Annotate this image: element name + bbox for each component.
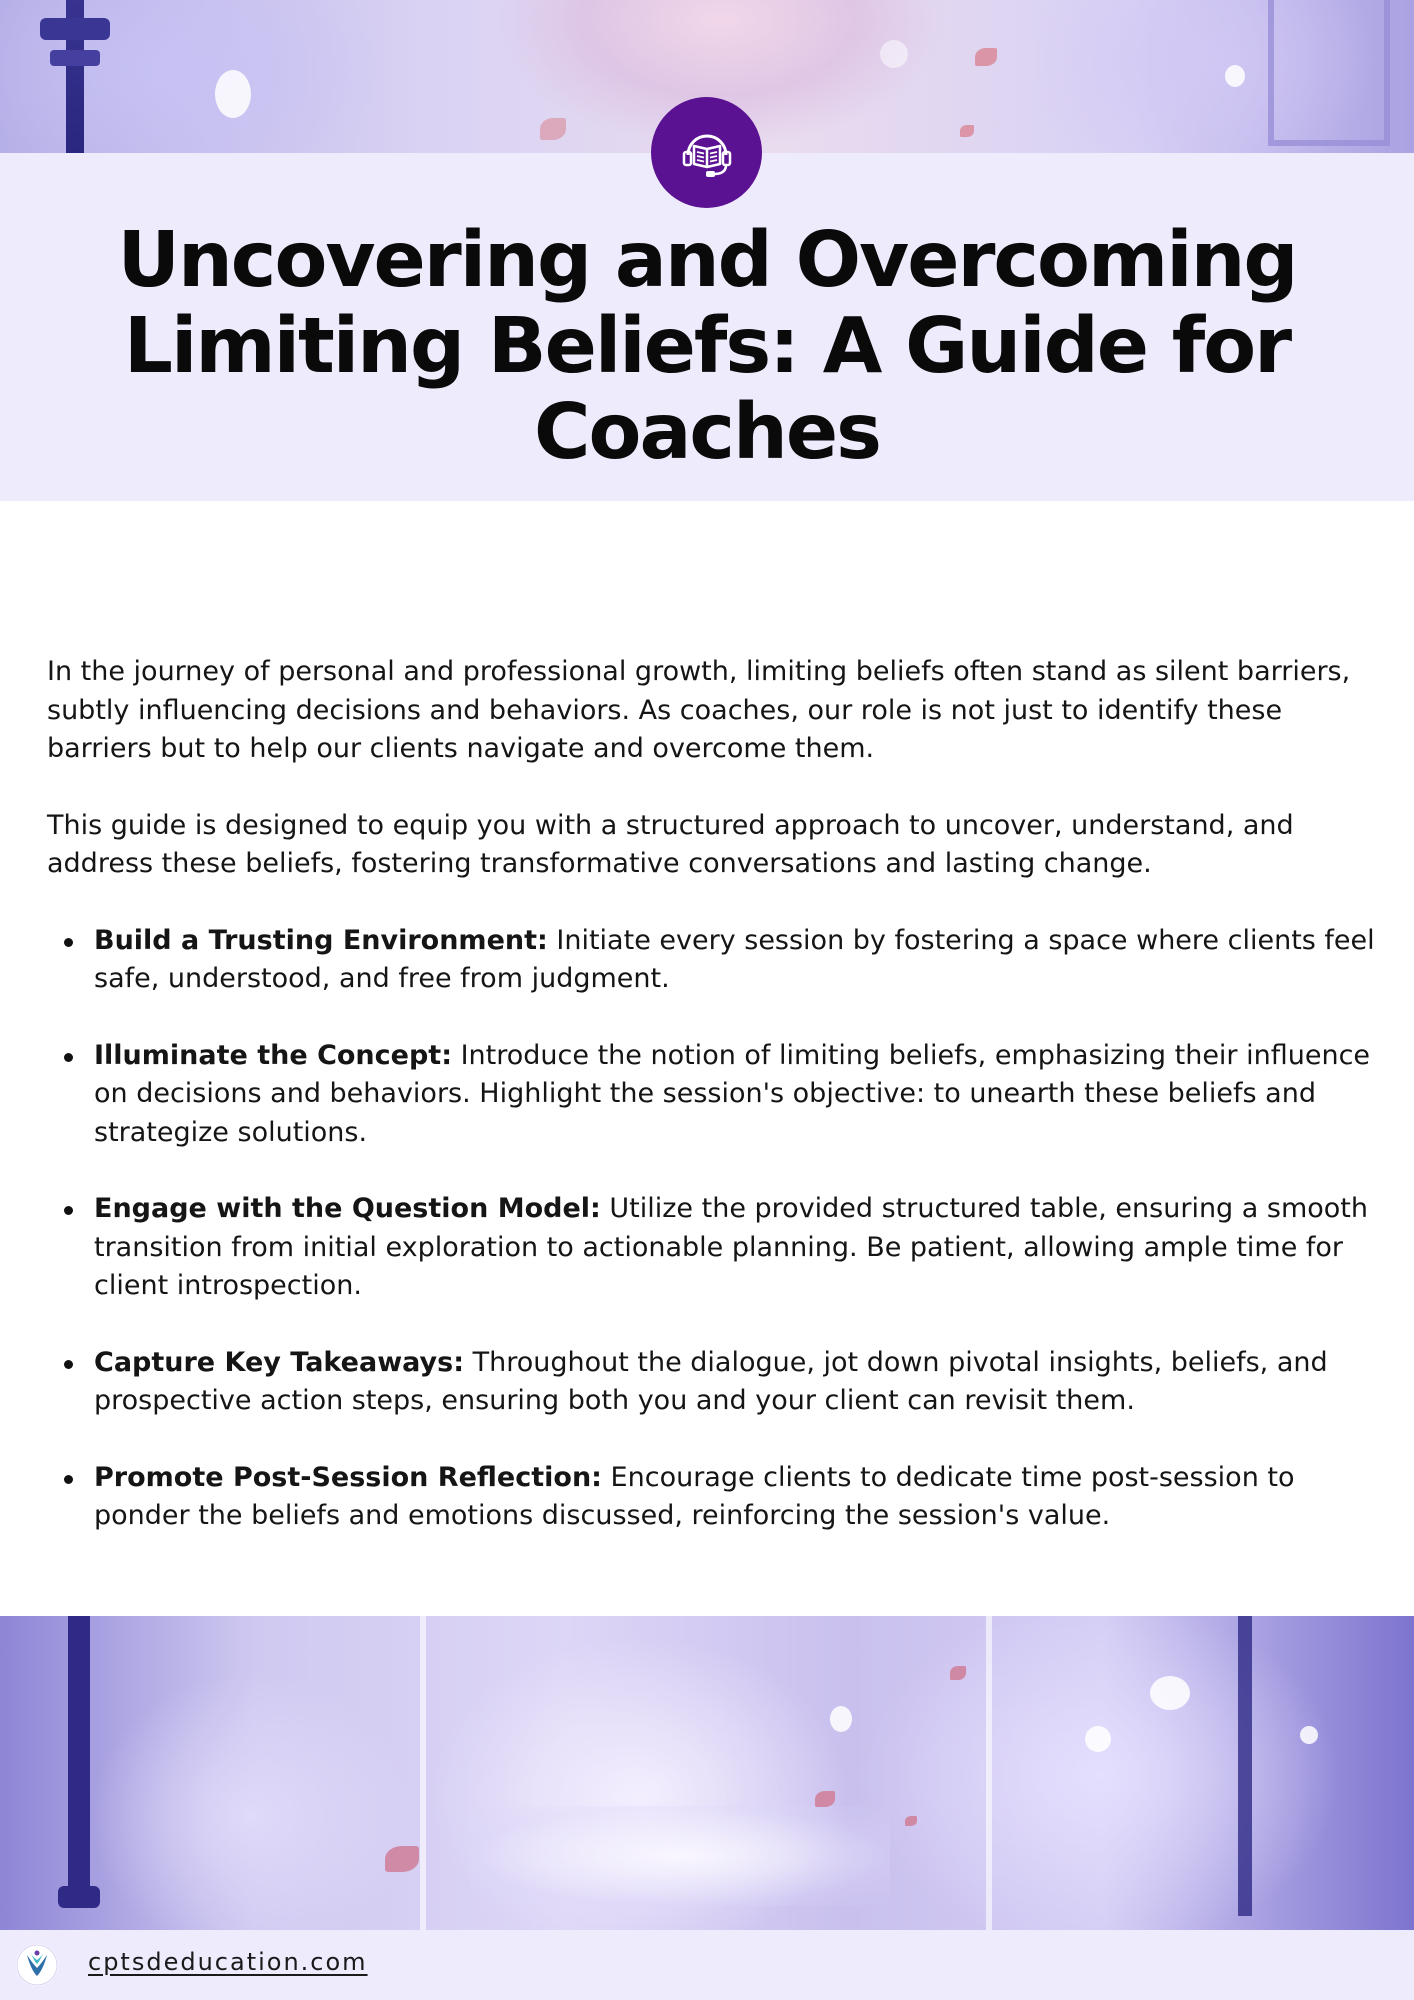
rose-petal	[975, 48, 997, 66]
intro-paragraph: This guide is designed to equip you with a structured approach to uncover, understand, and address these beliefs, fostering transformative conversations and lasting change.	[47, 809, 1294, 879]
drape-illustration	[470, 1806, 890, 1906]
window-illustration	[1268, 0, 1390, 146]
bullet-icon	[64, 1475, 73, 1484]
list-item	[94, 1344, 1377, 1421]
lamp-head-illustration	[40, 18, 110, 40]
bullet-icon	[64, 1360, 73, 1369]
list-item	[94, 1037, 1377, 1153]
bullet-icon	[64, 938, 73, 947]
footer-logo	[16, 1944, 58, 1986]
step-text: Initiate every session by fostering a space where clients feel safe, understood, and free from judgment.	[94, 924, 1375, 994]
rose-petal	[540, 118, 566, 140]
main-content	[47, 653, 1377, 1574]
bullet-icon	[64, 1053, 73, 1062]
website-link[interactable]: cptsdeducation.com	[88, 1948, 368, 1976]
snow-orb	[1150, 1676, 1190, 1710]
intro-paragraph: In the journey of personal and professional growth, limiting beliefs often stand as silent barriers, subtly influencing decisions and behaviors. As coaches, our role is not just to identify these barriers but to help our clients navigate and overcome them.	[47, 656, 1351, 764]
snow-orb	[1085, 1726, 1111, 1752]
step-label: Build a Trusting Environment:	[94, 924, 548, 956]
step-label: Promote Post-Session Reflection:	[94, 1461, 602, 1493]
snow-orb	[1300, 1726, 1318, 1744]
snow-orb	[880, 40, 908, 68]
list-item	[94, 922, 1377, 999]
steps-list	[47, 922, 1377, 1536]
list-item	[94, 1459, 1377, 1536]
step-text: Throughout the dialogue, jot down pivotal insights, beliefs, and prospective action steps, ensuring both you and your client can revisit them.	[94, 1346, 1328, 1416]
lamp-post-illustration	[1238, 1616, 1252, 1916]
step-text: Introduce the notion of limiting beliefs, emphasizing their influence on decisions and behaviors. Highlight the session's objective: to unearth these beliefs and strategize solutions.	[94, 1039, 1371, 1148]
snow-orb	[1225, 65, 1245, 87]
header-logo	[651, 97, 762, 208]
page-title: Uncovering and Overcoming Limiting Beliefs: A Guide for Coaches	[117, 216, 1297, 477]
bullet-icon	[64, 1206, 73, 1215]
list-item	[94, 1190, 1377, 1306]
rose-petal	[960, 125, 974, 137]
lamp-base-illustration	[50, 50, 100, 66]
step-label: Engage with the Question Model:	[94, 1193, 601, 1224]
rose-petal	[905, 1816, 917, 1826]
coaching-book-headset-icon	[676, 122, 738, 184]
snow-orb	[215, 70, 251, 118]
lamp-post-illustration	[68, 1616, 90, 1906]
cptsd-education-logo-icon	[16, 1944, 58, 1986]
step-label: Illuminate the Concept:	[94, 1039, 453, 1071]
step-text: Utilize the provided structured table, ensuring a smooth transition from initial exploration to actionable planning. Be patient, allowing ample time for client introspection.	[94, 1193, 1369, 1301]
rose-petal	[950, 1666, 966, 1680]
lamp-base-illustration	[58, 1886, 100, 1908]
rose-petal	[385, 1846, 419, 1872]
step-text: Encourage clients to dedicate time post-session to ponder the beliefs and emotions discussed, reinforcing the session's value.	[94, 1461, 1295, 1531]
step-label: Capture Key Takeaways:	[94, 1346, 464, 1378]
footer	[0, 1930, 1414, 2000]
footer-decorative-art	[0, 1616, 1414, 1930]
snow-orb	[830, 1706, 852, 1732]
rose-petal	[815, 1791, 835, 1807]
